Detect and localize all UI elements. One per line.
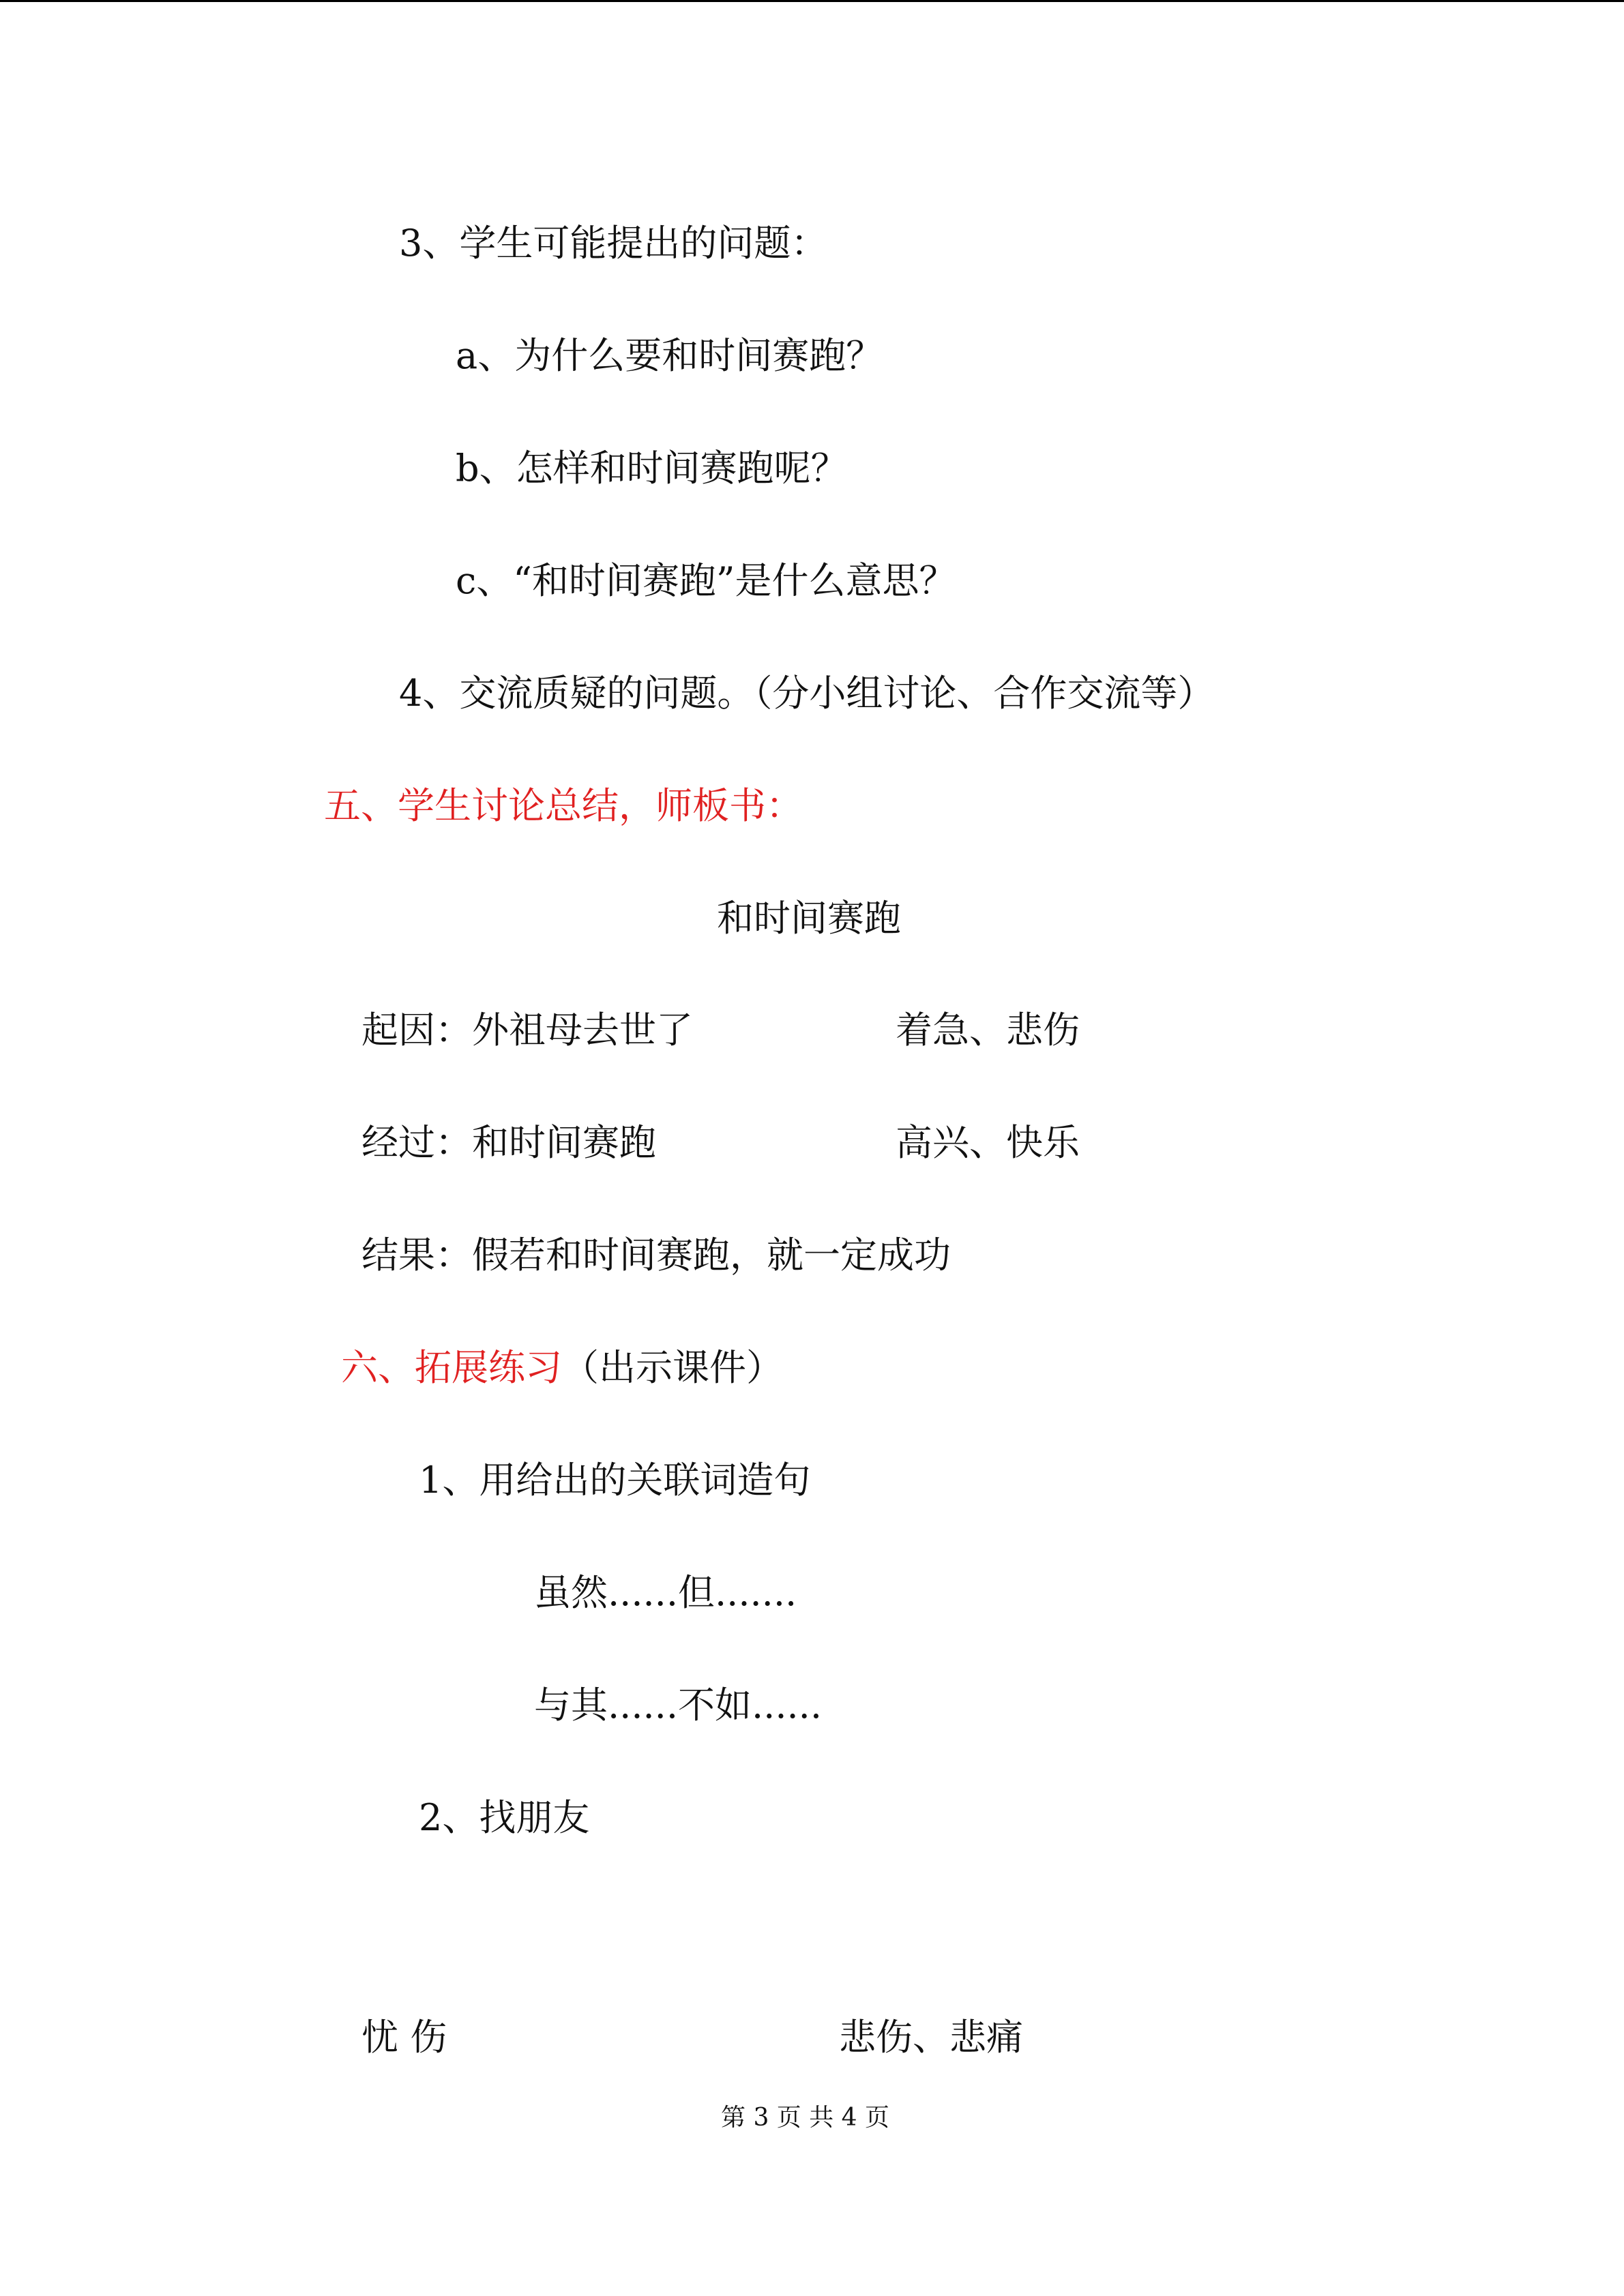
question-b: b、怎样和时间赛跑呢？ [456,447,848,490]
word-left: 忧 伤 [361,2016,447,2059]
question-c: c、“和时间赛跑”是什么意思？ [456,559,956,602]
item-4-discussion: 4、交流质疑的问题。（分小组讨论、合作交流等） [399,672,1215,715]
exercise-2: 2、找朋友 [419,1796,590,1839]
board-row-cause-feeling: 着急、悲伤 [896,1009,1080,1052]
board-title: 和时间赛跑 [717,897,901,940]
page-number-footer: 第 3 页 共 4 页 [721,2104,890,2132]
board-row-result: 结果：假若和时间赛跑，就一定成功 [361,1234,951,1277]
section-5-heading: 五、学生讨论总结，师板书： [324,784,803,827]
section-6-note: （出示课件） [562,1346,783,1389]
conjunction-pair-1: 虽然......但....... [534,1571,797,1614]
board-row-process: 经过：和时间赛跑 [361,1121,656,1164]
question-a: a、为什么要和时间赛跑？ [456,334,883,377]
conjunction-pair-2: 与其......不如...... [534,1684,822,1727]
board-row-cause: 起因：外祖母去世了 [361,1009,693,1052]
question-3: 3、学生可能提出的问题： [399,222,828,265]
section-6-heading-line [341,1346,783,1389]
exercise-1: 1、用给出的关联词造句 [419,1459,811,1502]
word-right: 悲伤、悲痛 [839,2016,1023,2059]
section-6-heading: 六、拓展练习 [341,1346,562,1389]
board-row-process-feeling: 高兴、快乐 [896,1121,1080,1164]
